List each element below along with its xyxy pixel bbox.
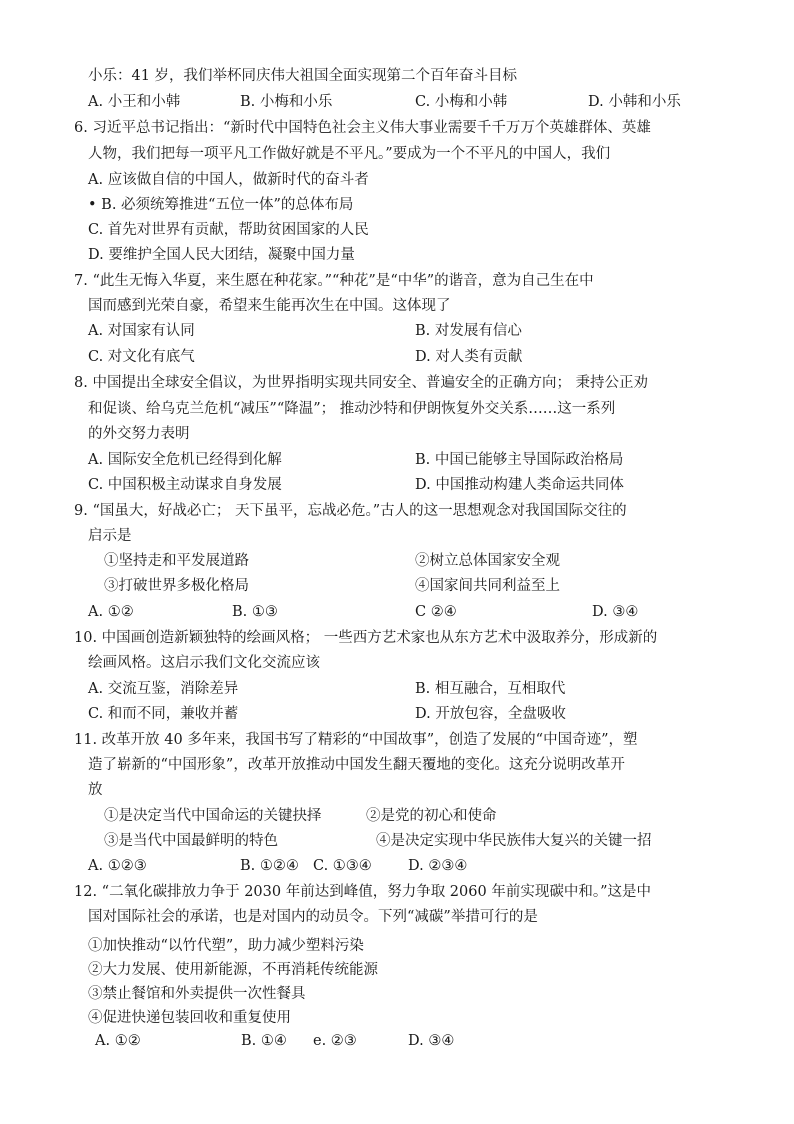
q5-option-c: C. 小梅和小韩: [415, 94, 508, 110]
q9-option-d: D. ③④: [592, 604, 639, 620]
q11-option-d: D. ②③④: [408, 858, 468, 874]
q12-item-3: ③禁止餐馆和外卖提供一次性餐具: [88, 986, 306, 1002]
q12-option-a: A. ①②: [95, 1033, 141, 1049]
q8-option-b: B. 中国已能够主导国际政治格局: [415, 452, 624, 468]
q10-option-a: A. 交流互鉴，消除差异: [88, 681, 239, 697]
q12-item-4: ④促进快递包装回收和重复使用: [88, 1010, 291, 1026]
q12-stem-line2: 国对国际社会的承诺，也是对国内的动员令。下列“减碳”举措可行的是: [88, 909, 538, 925]
q7-stem-line2: 国而感到光荣自豪，希望来生能再次生在中国。这体现了: [88, 298, 451, 314]
q8-stem-line3: 的外交努力表明: [88, 426, 190, 442]
q9-item-1: ①坚持走和平发展道路: [104, 553, 249, 569]
q11-option-c: C. ①③④: [313, 858, 372, 874]
q8-stem-line1: 8. 中国提出全球安全倡议，为世界指明实现共同安全、普遍安全的正确方向； 秉持公正劝: [74, 375, 649, 391]
q5-option-b: B. 小梅和小乐: [240, 94, 333, 110]
q8-option-d: D. 中国推动构建人类命运共同体: [415, 477, 624, 493]
q8-option-a: A. 国际安全危机已经得到化解: [88, 452, 282, 468]
q12-option-d: D. ③④: [408, 1033, 455, 1049]
q11-stem-line3: 放: [88, 782, 103, 798]
q10-stem-line2: 绘画风格。这启示我们文化交流应该: [88, 655, 320, 671]
q6-stem-line1: 6. 习近平总书记指出：“新时代中国特色社会主义伟大事业需要千千万万个英雄群体、英雄: [74, 120, 651, 136]
q10-option-b: B. 相互融合，互相取代: [415, 681, 566, 697]
q10-option-d: D. 开放包容，全盘吸收: [415, 706, 566, 722]
q6-option-b: • B. 必须统筹推进“五位一体”的总体布局: [88, 197, 354, 213]
q12-option-b: B. ①④: [241, 1033, 287, 1049]
q7-option-b: B. 对发展有信心: [415, 323, 522, 339]
q12-item-1: ①加快推动“以竹代塑”，助力减少塑料污染: [88, 938, 364, 954]
q11-option-a: A. ①②③: [88, 858, 147, 874]
q6-option-c: C. 首先对世界有贡献，帮助贫困国家的人民: [88, 222, 369, 238]
q9-stem-line1: 9. “国虽大，好战必亡； 天下虽平，忘战必危。”古人的这一思想观念对我国国际交往的: [74, 503, 627, 519]
q11-item-3: ③是当代中国最鲜明的特色: [104, 833, 278, 849]
q11-stem-line1: 11. 改革开放 40 多年来，我国书写了精彩的“中国故事”，创造了发展的“中国奇迹”，塑: [74, 732, 638, 748]
q6-option-a: A. 应该做自信的中国人，做新时代的奋斗者: [88, 172, 369, 188]
q11-option-b: B. ①②④: [240, 858, 299, 874]
q12-item-2: ②大力发展、使用新能源，不再消耗传统能源: [88, 962, 378, 978]
q7-option-d: D. 对人类有贡献: [415, 349, 523, 365]
q12-option-c: e. ②③: [313, 1033, 357, 1049]
q7-stem-line1: 7. “此生无悔入华夏，来生愿在种花家。”“种花”是“中华”的谐音，意为自己生在中: [74, 273, 594, 289]
q9-option-a: A. ①②: [88, 604, 134, 620]
q6-option-d: D. 要维护全国人民大团结，凝聚中国力量: [88, 247, 355, 263]
q6-stem-line2: 人物，我们把每一项平凡工作做好就是不平凡。”要成为一个不平凡的中国人，我们: [88, 146, 611, 162]
q10-stem-line1: 10. 中国画创造新颖独特的绘画风格； 一些西方艺术家也从东方艺术中汲取养分，形成新的: [74, 630, 658, 646]
q9-stem-line2: 启示是: [88, 528, 132, 544]
q12-stem-line1: 12. “二氧化碳排放力争于 2030 年前达到峰值，努力争取 2060 年前实现碳中和。”这是中: [74, 884, 651, 900]
q9-item-2: ②树立总体国家安全观: [415, 553, 560, 569]
q5-stem-tail: 小乐：41 岁，我们举杯同庆伟大祖国全面实现第二个百年奋斗目标: [88, 68, 518, 84]
q11-stem-line2: 造了崭新的“中国形象”，改革开放推动中国发生翻天覆地的变化。这充分说明改革开: [88, 757, 625, 773]
q9-item-4: ④国家间共同利益至上: [415, 578, 560, 594]
q7-option-a: A. 对国家有认同: [88, 323, 195, 339]
q5-option-a: A. 小王和小韩: [88, 94, 181, 110]
q10-option-c: C. 和而不同，兼收并蓄: [88, 706, 239, 722]
q11-item-1: ①是决定当代中国命运的关键抉择: [104, 808, 322, 824]
q9-item-3: ③打破世界多极化格局: [104, 578, 249, 594]
q11-item-4: ④是决定实现中华民族伟大复兴的关键一招: [376, 833, 652, 849]
q8-option-c: C. 中国积极主动谋求自身发展: [88, 477, 282, 493]
q8-stem-line2: 和促谈、给乌克兰危机“减压”“降温”； 推动沙特和伊朗恢复外交关系……这一系列: [88, 401, 616, 417]
q9-option-c: C ②④: [415, 604, 457, 620]
q9-option-b: B. ①③: [232, 604, 278, 620]
q7-option-c: C. 对文化有底气: [88, 349, 195, 365]
q11-item-2: ②是党的初心和使命: [366, 808, 497, 824]
q5-option-d: D. 小韩和小乐: [588, 94, 681, 110]
